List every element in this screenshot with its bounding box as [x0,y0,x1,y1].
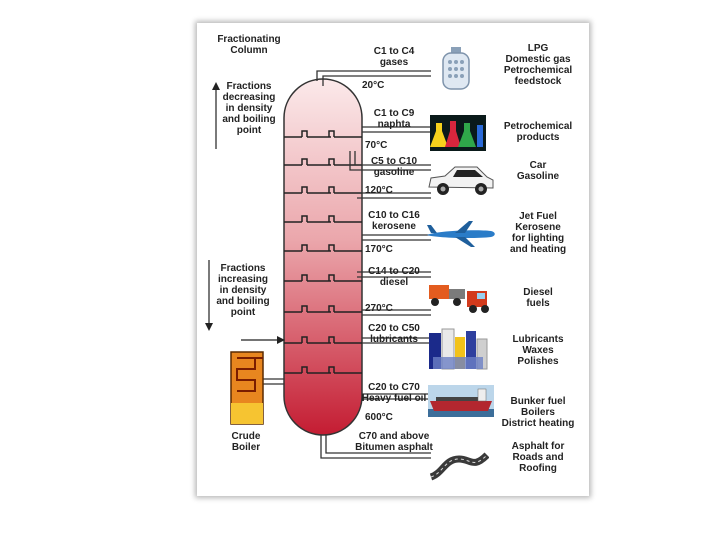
temperature-label: 70°C [365,140,388,151]
fraction-label: C14 to C20 diesel [368,266,420,288]
flasks-icon [430,115,486,151]
fraction-label: C20 to C70 Heavy fuel oil [361,382,427,404]
fraction-label: C70 and above Bitumen asphalt [355,431,433,453]
product-label: Diesel fuels [523,287,553,309]
product-label: Jet Fuel Kerosene for lighting and heating [509,211,567,255]
temperature-label: 20°C [362,80,385,91]
product-label: Bunker fuel Boilers District heating [501,396,575,429]
product-label: Petrochemical products [503,121,573,143]
fraction-label: C10 to C16 kerosene [368,210,420,232]
fractionating-column [284,79,362,435]
temperature-label: 170°C [365,244,393,255]
airplane-icon [425,219,497,249]
product-label: Asphalt for Roads and Roofing [511,441,565,474]
product-label: Lubricants Waxes Polishes [512,334,564,367]
trucks-icon [427,275,491,315]
fraction-label: C5 to C10 gasoline [370,156,418,178]
boiler-feed-pipe [263,379,284,384]
increasing-note: Fractions increasing in density and boiling point [216,263,270,318]
temperature-label: 600°C [365,412,393,423]
gas-cylinder-icon [440,47,472,91]
fraction-label: C20 to C50 lubricants [368,323,420,345]
boiler-label: Crude Boiler [231,431,261,453]
crude-boiler [231,352,263,424]
temperature-label: 270°C [365,303,393,314]
temperature-label: 120°C [365,185,393,196]
fraction-label: C1 to C4 gases [373,46,415,68]
fraction-label: C1 to C9 naphta [373,108,415,130]
oil-bottles-icon [427,325,489,373]
diagram-title: Fractionating Column [217,34,281,56]
product-label: Car Gasoline [516,160,560,182]
car-icon [425,163,495,197]
product-label: LPG Domestic gas Petrochemical feedstock [503,43,573,87]
decreasing-note: Fractions decreasing in density and boiling point [222,81,276,136]
diagram-card [197,23,589,496]
road-icon [429,451,489,481]
ship-icon [428,385,494,417]
